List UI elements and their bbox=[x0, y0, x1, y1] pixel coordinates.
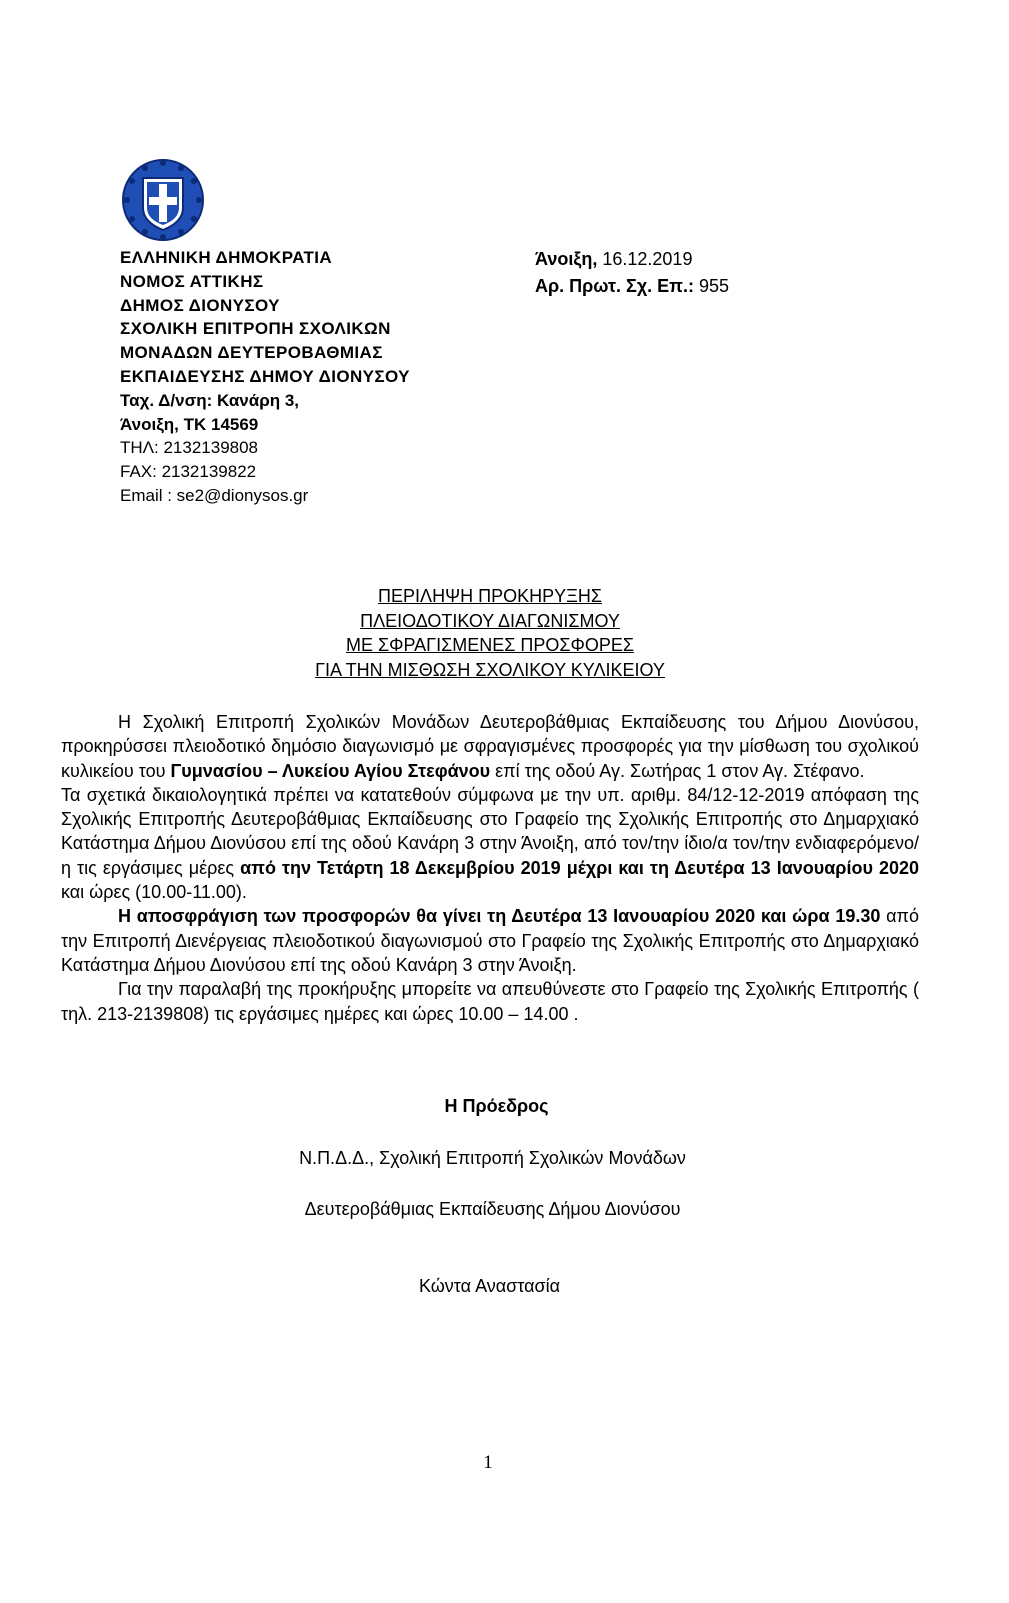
header-line: ΕΛΛΗΝΙΚΗ ΔΗΜΟΚΡΑΤΙΑ bbox=[120, 248, 333, 267]
phone-line: ΤΗΛ: 2132139808 bbox=[120, 438, 259, 458]
submission-period: από την Τετάρτη 18 Δεκεμβρίου 2019 μέχρι και τη Δευτέρα 13 Ιανουαρίου 2020 bbox=[240, 857, 919, 878]
protocol-number: 955 bbox=[693, 276, 730, 296]
school-name: Γυμνασίου – Λυκείου Αγίου Στεφάνου bbox=[170, 760, 491, 781]
signature-org-line-1: Ν.Π.Δ.Δ., Σχολική Επιτροπή Σχολικών Μονάδων bbox=[299, 1148, 686, 1168]
header-line: ΜΟΝΑΔΩΝ ΔΕΥΤΕΡΟΒΑΘΜΙΑΣ bbox=[120, 343, 383, 363]
date-block bbox=[535, 246, 729, 300]
paragraph-text: επί της οδού Αγ. Σωτήρας 1 στον Αγ. Στέφανο. bbox=[490, 760, 865, 781]
fax-line: FAX: 2132139822 bbox=[120, 462, 257, 482]
paragraph-2 bbox=[61, 783, 919, 904]
email-line: Email : se2@dionysos.gr bbox=[120, 485, 309, 505]
header-line: ΔΗΜΟΣ ΔΙΟΝΥΣΟΥ bbox=[120, 295, 280, 315]
signature-role: Η Πρόεδρος bbox=[444, 1096, 549, 1116]
title-line: ΠΕΡΙΛΗΨΗ ΠΡΟΚΗΡΥΞΗΣ bbox=[378, 586, 602, 606]
title-line: ΓΙΑ ΤΗΝ ΜΙΣΘΩΣΗ ΣΧΟΛΙΚΟΥ ΚΥΛΙΚΕΙΟΥ bbox=[315, 659, 665, 680]
paragraph-text: Τα σχετικά δικαιολογητικά πρέπει να κατατεθούν σύμφωνα με την υπ. αριθμ. 84/12-12-2019 απόφαση της Σχολικής Επιτροπής Δευτεροβάθμιας Εκπαίδευσης στο Γραφείο της Σχολικής Επιτροπής στο Δημαρχιακό Κατάστημα Δήμου Διονύσου επί της οδού Κανάρη 3 στην Άνοιξη, από τον/την ίδιο/α τον/την ενδιαφερόμενο/η τις εργάσιμες μέρες bbox=[61, 784, 919, 878]
date-place: Άνοιξη, bbox=[535, 249, 598, 269]
page-number: 1 bbox=[483, 1452, 493, 1473]
paragraph-text: και ώρες (10.00-11.00). bbox=[61, 882, 247, 903]
paragraph-1 bbox=[61, 710, 919, 783]
title-line: ΠΛΕΙΟΔΟΤΙΚΟΥ ΔΙΑΓΩΝΙΣΜΟΥ bbox=[360, 610, 620, 631]
date-value: 16.12.2019 bbox=[597, 249, 693, 269]
paragraph-text: από την Επιτροπή Διενέργειας πλειοδοτικού διαγωνισμού στο Γραφείο της Σχολικής Επιτροπής στο Δημαρχιακό Κατάστημα Δήμου Διονύσου επί της οδού Κανάρη 3 στην Άνοιξη. bbox=[61, 906, 919, 975]
document-title bbox=[0, 584, 980, 682]
protocol-label: Αρ. Πρωτ. Σχ. Επ.: bbox=[535, 276, 694, 296]
protocol-line bbox=[535, 273, 729, 300]
signature-name: Κώντα Αναστασία bbox=[418, 1276, 561, 1296]
date-line bbox=[535, 246, 729, 273]
header-line: ΕΚΠΑΙΔΕΥΣΗΣ ΔΗΜΟΥ ΔΙΟΝΥΣΟΥ bbox=[120, 366, 410, 386]
paragraph-text: Για την παραλαβή της προκήρυξης μπορείτε να απευθύνεστε στο Γραφείο της Σχολικής Επιτροπής ( τηλ. 213-2139808) τις εργάσιμες ημέρες και ώρες 10.00 – 14.00 . bbox=[61, 979, 919, 1024]
address-line: Ταχ. Δ/νση: Κανάρη 3, bbox=[120, 390, 300, 410]
opening-date: Η αποσφράγιση των προσφορών θα γίνει τη Δευτέρα 13 Ιανουαρίου 2020 και ώρα 19.30 bbox=[118, 906, 881, 927]
header-line: ΝΟΜΟΣ ΑΤΤΙΚΗΣ bbox=[120, 271, 264, 291]
title-line: ΜΕ ΣΦΡΑΓΙΣΜΕΝΕΣ ΠΡΟΣΦΟΡΕΣ bbox=[346, 635, 634, 655]
paragraph-3 bbox=[61, 904, 919, 977]
paragraph-text: Η Σχολική Επιτροπή Σχολικών Μονάδων Δευτεροβάθμιας Εκπαίδευσης του Δήμου Διονύσου, προκηρύσσει πλειοδοτικό δημόσιο διαγωνισμό με σφραγισμένες προσφορές για την μίσθωση του σχολικού κυλικείου του bbox=[61, 712, 919, 781]
sender-block bbox=[120, 246, 410, 508]
paragraph-4 bbox=[61, 977, 919, 1026]
signature-org-line-2: Δευτεροβάθμιας Εκπαίδευσης Δήμου Διονύσου bbox=[304, 1199, 681, 1219]
city-line: Άνοιξη, ΤΚ 14569 bbox=[120, 414, 259, 434]
document-body bbox=[61, 710, 919, 1026]
greek-coat-of-arms-icon bbox=[121, 158, 205, 242]
header-line: ΣΧΟΛΙΚΗ ΕΠΙΤΡΟΠΗ ΣΧΟΛΙΚΩΝ bbox=[120, 319, 391, 339]
